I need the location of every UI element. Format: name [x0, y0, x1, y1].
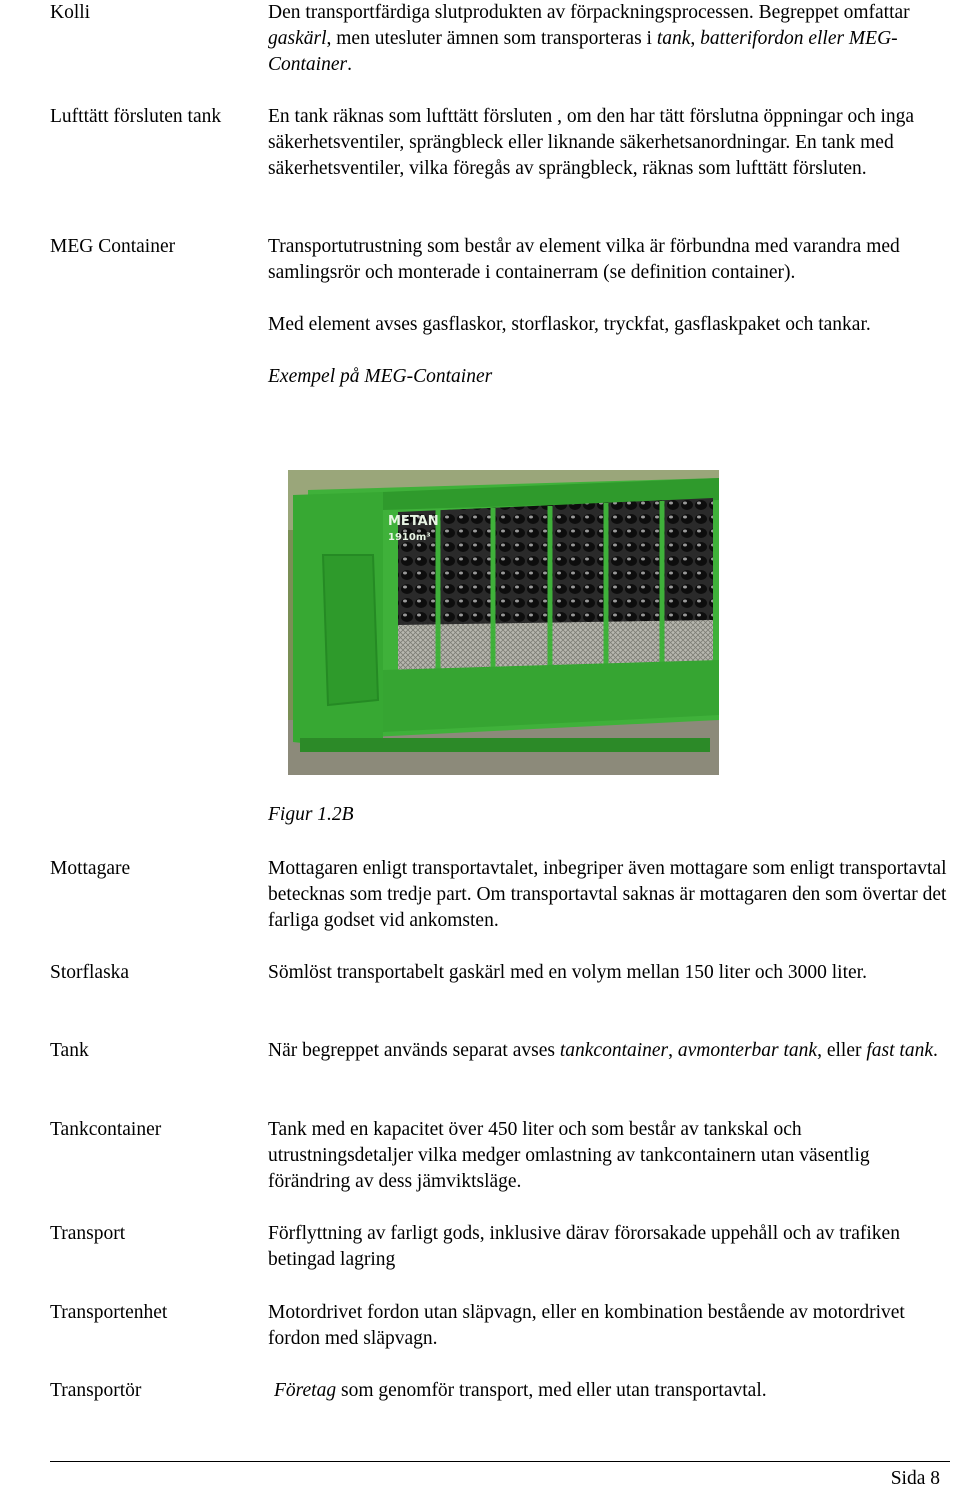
def-meg-elements-text: Med element avses gasflaskor, storflaskor, tryckfat, gasflaskpaket och tankar. [268, 314, 871, 335]
def-tankcontainer-text: Tank med en kapacitet över 450 liter och som består av tankskal och utrustningsdetaljer vilka medger omlastning av tankcontainern utan väsentlig förändring av dess jämviktsläge. [268, 1119, 870, 1192]
term-transportenhet: Transportenhet [50, 1302, 168, 1323]
def-transportenhet-text: Motordrivet fordon utan släpvagn, eller en kombination bestående av motordrivet fordon med släpvagn. [268, 1302, 905, 1349]
term-meg-container: MEG Container [50, 236, 176, 257]
page-number: Sida 8 [890, 1468, 940, 1489]
term-tank: Tank [50, 1040, 89, 1061]
def-transport-text: Förflyttning av farligt gods, inklusive därav förorsakade uppehåll och av trafiken betingad lagring [268, 1223, 900, 1270]
def-kolli [268, 0, 948, 78]
figure-caption: Figur 1.2B [268, 804, 354, 825]
meg-container-photo [288, 470, 719, 775]
def-transportenhet [268, 1300, 948, 1352]
term-transport: Transport [50, 1223, 126, 1244]
def-meg-text: Transportutrustning som består av element vilka är förbundna med varandra med samlingsrör och monterade i containerram (se definition container). [268, 236, 900, 283]
def-lufttatt-forsluten-tank [268, 104, 948, 182]
def-storflaska-text: Sömlöst transportabelt gaskärl med en volym mellan 150 liter och 3000 liter. [268, 962, 867, 983]
term-tankcontainer: Tankcontainer [50, 1119, 162, 1140]
def-meg-container [268, 234, 948, 390]
def-lufttatt-text: En tank räknas som lufttätt försluten , om den har tätt förslutna öppningar och inga säkerhetsventiler, sprängbleck eller liknande säkerhetsanordningar. En tank med säkerhetsventiler, vilka föregås av sprängbleck, räknas som lufttätt försluten. [268, 106, 915, 179]
term-transportor: Transportör [50, 1380, 142, 1401]
photo-label-volume: 1910m³ [388, 532, 431, 543]
term-storflaska: Storflaska [50, 962, 130, 983]
def-transportor [274, 1378, 954, 1404]
def-mottagare-text: Mottagaren enligt transportavtalet, inbegriper även mottagare som enligt transportavtal betecknas som tredje part. Om transportavtal saknas är mottagaren den som övertar det farliga godset vid ankomsten. [268, 858, 947, 931]
def-tankcontainer [268, 1117, 948, 1195]
term-kolli: Kolli [50, 2, 91, 23]
example-title: Exempel på MEG-Container [268, 366, 493, 387]
def-transport [268, 1221, 948, 1273]
footer-rule [50, 1461, 950, 1462]
def-tank [268, 1038, 948, 1064]
def-transportor-text: Företag som genomför transport, med eller utan transportavtal. [274, 1380, 767, 1401]
def-storflaska [268, 960, 948, 986]
def-kolli-text: Den transportfärdiga slutprodukten av förpackningsprocessen. Begreppet omfattar gaskärl, men utesluter ämnen som transporteras i tank, batterifordon eller MEG-Container. [268, 2, 910, 75]
def-tank-text: När begreppet används separat avses tankcontainer, avmonterbar tank, eller fast tank. [268, 1040, 938, 1061]
photo-label-metan: METAN [388, 514, 439, 529]
def-mottagare [268, 856, 948, 934]
term-lufttatt-forsluten-tank: Lufttätt försluten tank [50, 106, 222, 127]
term-mottagare: Mottagare [50, 858, 131, 879]
